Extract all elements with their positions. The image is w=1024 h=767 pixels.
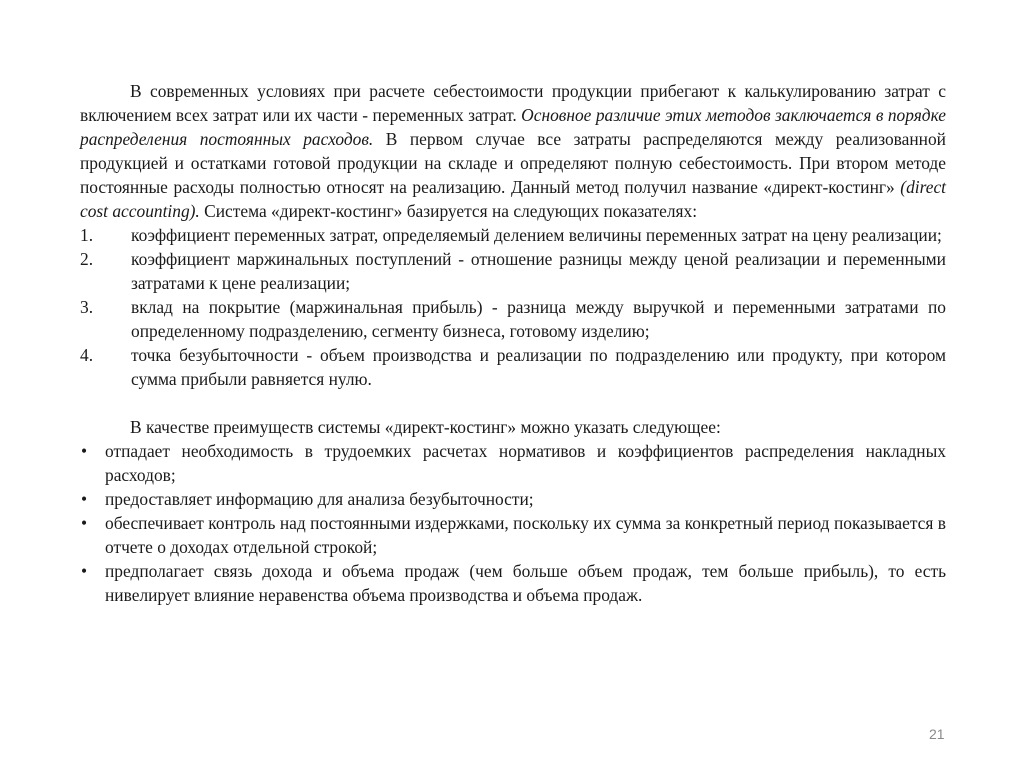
- list-item: [80, 295, 946, 343]
- intro-paragraph: [80, 79, 946, 223]
- bullet-icon: •: [81, 441, 88, 461]
- list-item-text: коэффициент переменных затрат, определяемый делением величины переменных затрат на цену реализации;: [131, 225, 942, 245]
- list-number: 1.: [80, 225, 94, 245]
- list-item: [80, 487, 946, 511]
- list-number: 4.: [80, 345, 94, 365]
- list-item-text: вклад на покрытие (маржинальная прибыль) - разница между выручкой и переменными затратами по определенному подразделению, сегменту бизнеса, готовому изделию;: [131, 297, 946, 341]
- list-item-text: коэффициент маржинальных поступлений - отношение разницы между ценой реализации и переменными затратами к цене реализации;: [131, 249, 946, 293]
- list-item-text: предоставляет информацию для анализа безубыточности;: [105, 489, 534, 509]
- list-item: [80, 223, 946, 247]
- list-item: [80, 247, 946, 295]
- advantages-intro: В качестве преимуществ системы «директ-костинг» можно указать следующее:: [130, 417, 721, 437]
- page-number: 21: [929, 726, 945, 742]
- bullet-icon: •: [81, 513, 88, 533]
- bullet-icon: •: [81, 561, 88, 581]
- list-number: 2.: [80, 249, 94, 269]
- intro-text-italic-1: Основное различие этих методов заключается в порядке распределения постоянных расходов.: [80, 105, 946, 149]
- advantages-list: [80, 439, 946, 607]
- list-number: 3.: [80, 297, 94, 317]
- intro-text-italic-2: (direct cost accounting).: [80, 177, 946, 221]
- bullet-icon: •: [81, 489, 88, 509]
- list-item: [80, 439, 946, 487]
- paragraph-gap: [80, 391, 946, 415]
- indicators-list: [80, 223, 946, 391]
- list-item: [80, 511, 946, 559]
- list-item-text: обеспечивает контроль над постоянными издержками, поскольку их сумма за конкретный период показывается в отчете о доходах отдельной строкой;: [105, 513, 946, 557]
- list-item: [80, 559, 946, 607]
- intro-text-3: Система «директ-костинг» базируется на следующих показателях:: [199, 201, 698, 221]
- document-page: [80, 79, 946, 607]
- list-item: [80, 343, 946, 391]
- list-item-text: предполагает связь дохода и объема продаж (чем больше объем продаж, тем больше прибыль), то есть нивелирует влияние неравенства объема производства и объема продаж.: [105, 561, 946, 605]
- intro-text-1: В современных условиях при расчете себестоимости продукции прибегают к калькулированию затрат с включением всех затрат или их части - переменных затрат.: [80, 81, 946, 125]
- intro-text-2: В первом случае все затраты распределяются между реализованной продукцией и остатками готовой продукции на складе и определяют полную себестоимость. При втором методе постоянные расходы полностью относят на реализацию. Данный метод получил название «директ-костинг»: [80, 129, 946, 197]
- list-item-text: отпадает необходимость в трудоемких расчетах нормативов и коэффициентов распределения накладных расходов;: [105, 441, 946, 485]
- list-item-text: точка безубыточности - объем производства и реализации по подразделению или продукту, при котором сумма прибыли равняется нулю.: [131, 345, 946, 389]
